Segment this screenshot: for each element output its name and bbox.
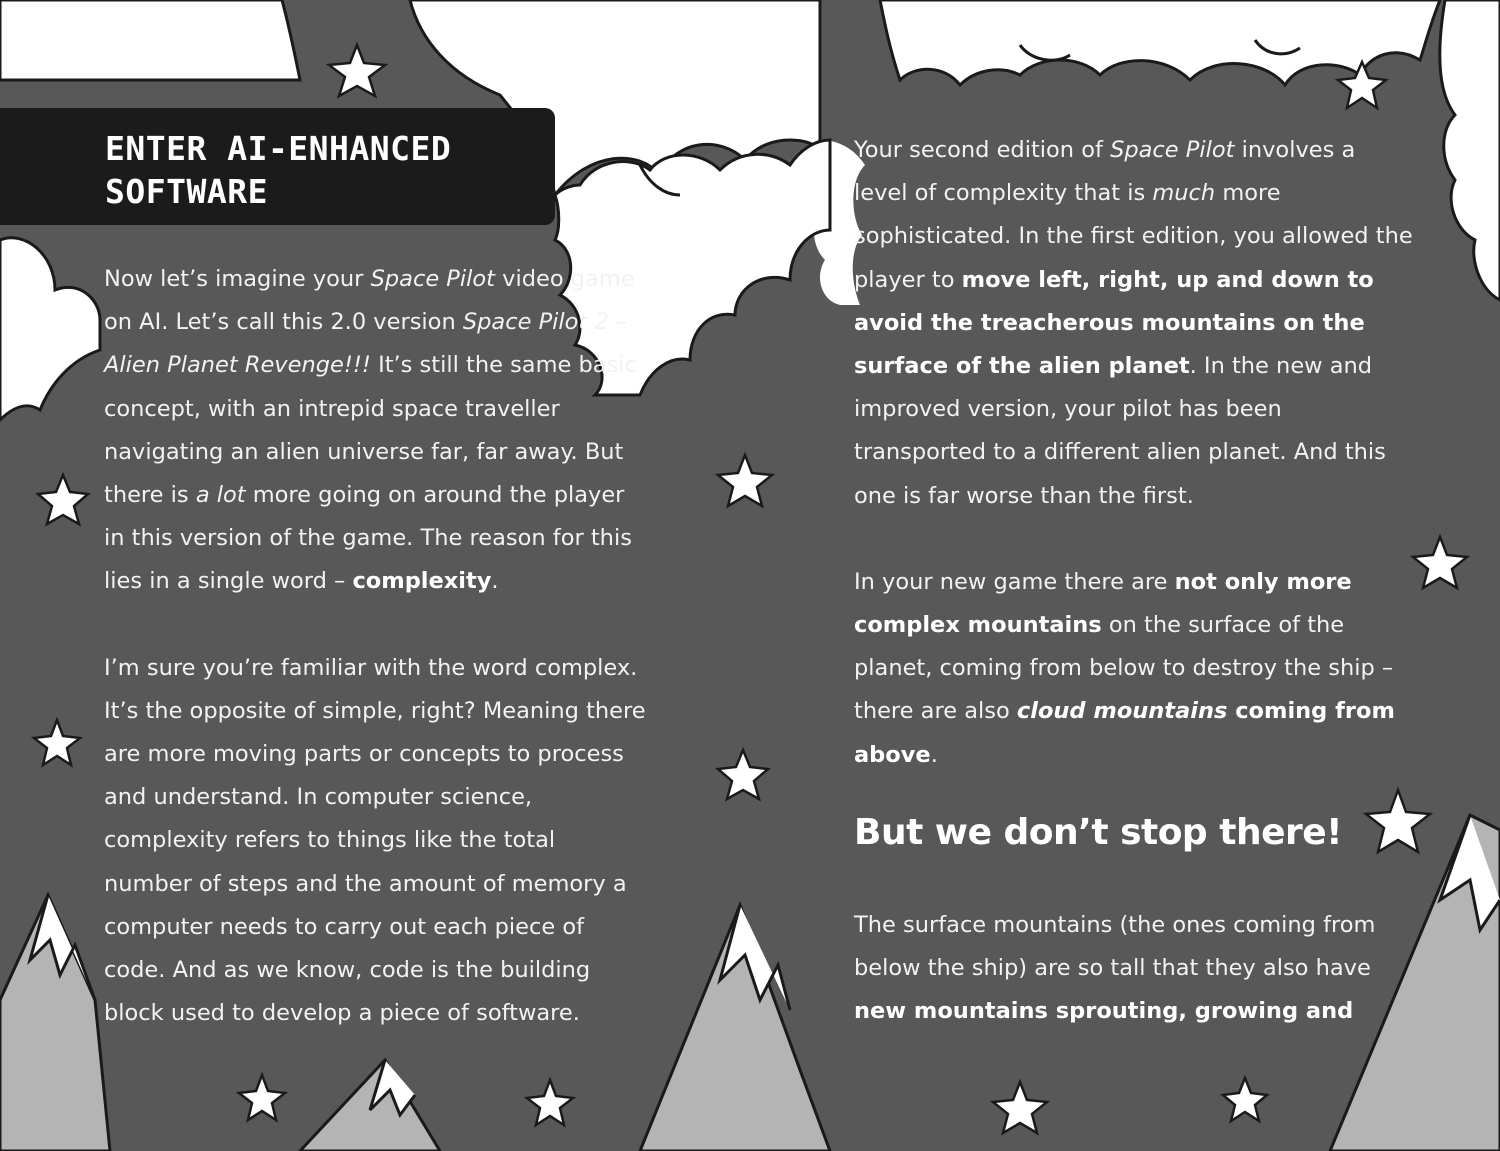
paragraph-complexity: I’m sure you’re familiar with the word complex. It’s the opposite of simple, right? Meaning there are more moving parts or concepts to process and understand. In computer science, complexity refers to things like the total number of steps and the amount of memory a computer needs to carry out each piece of code. And as we know, code is the building block used to develop a piece of software. <box>104 654 646 1027</box>
paragraph-surface-mountains: The surface mountains (the ones coming from below the ship) are so tall that they also have new mountains sprouting, growing and <box>854 912 1376 1025</box>
keyword-complexity: complexity <box>352 568 492 595</box>
left-column <box>104 258 649 1078</box>
paragraph-new-game: In your new game there are not only more complex mountains on the surface of the planet, coming from below to destroy the ship – there are also cloud mountains coming from above. <box>854 568 1395 768</box>
right-column-lower <box>854 904 1414 1077</box>
paragraph-intro: Now let’s imagine your Space Pilot video game on AI. Let’s call this 2.0 version Space Pilot 2 – Alien Planet Revenge!!! It’s still the same basic concept, with an intrepid space traveller navigating an alien universe far, far away. But there is a lot more going on around the player in this version of the game. The reason for this lies in a single word – complexity. <box>104 266 637 595</box>
subheading: But we don’t stop there! <box>854 812 1343 853</box>
page-heading: ENTER AI-ENHANCED SOFTWARE <box>105 129 452 211</box>
right-column <box>854 129 1414 820</box>
paragraph-second-edition: Your second edition of Space Pilot involves a level of complexity that is much more sophisticated. In the first edition, you allowed the player to move left, right, up and down to avoid the treacherous mountains on the surface of the alien planet. In the new and improved version, your pilot has been transported to a different alien planet. And this one is far worse than the first. <box>854 137 1413 509</box>
